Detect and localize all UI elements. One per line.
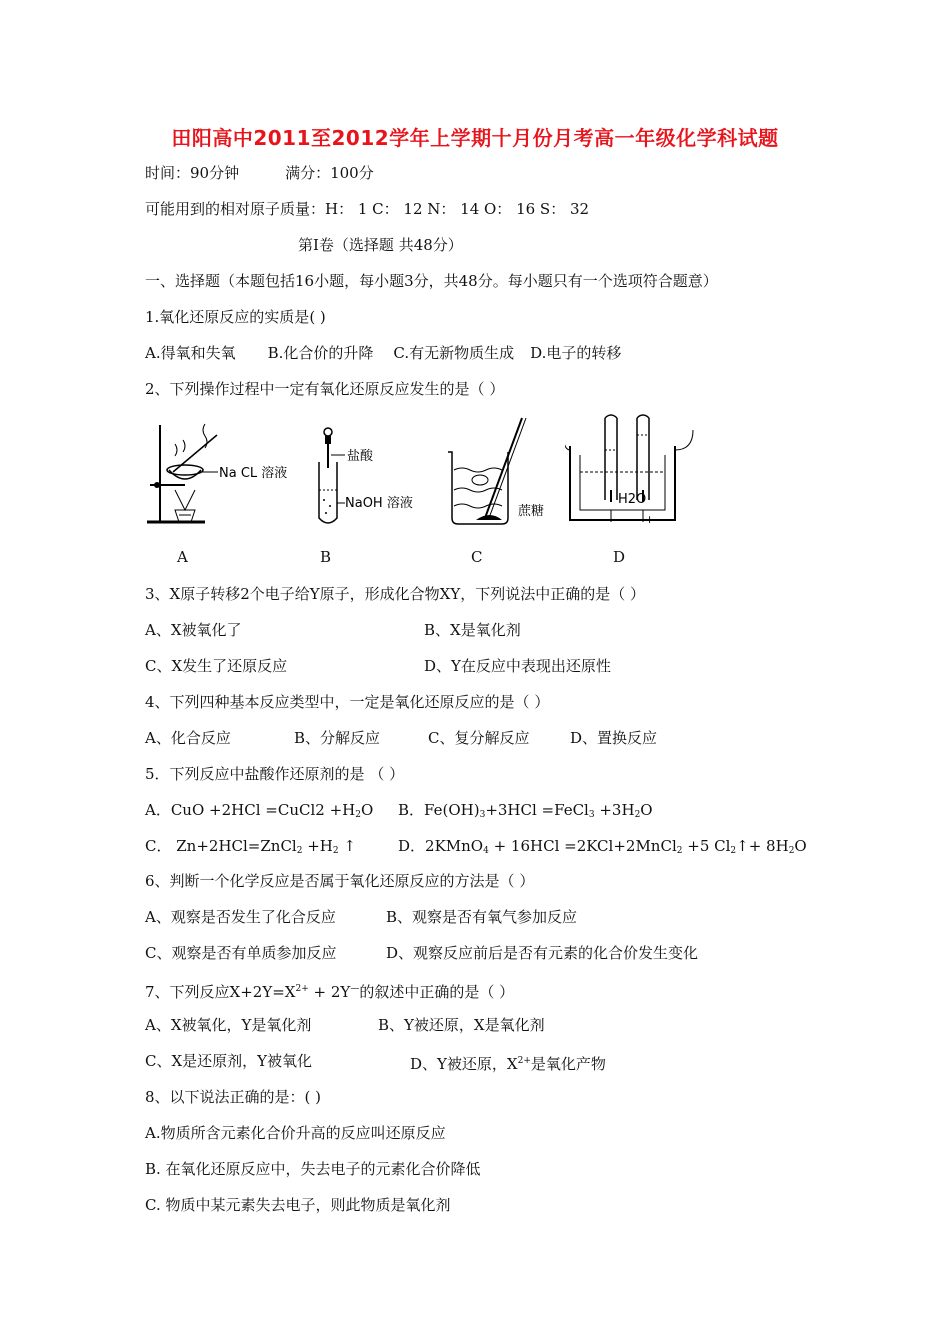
figure-label-d: D [613,548,626,566]
question-5-option-a: A．CuO +2HCl =CuCl2 $+H_2O$ [145,801,374,820]
figure-label-b: B [320,548,332,566]
question-4-stem: 4、下列四种基本反应类型中，一定是氧化还原反应的是（ ） [145,693,550,711]
figure-b-label-naoh: NaOH 溶液 [345,496,413,511]
figure-label-c: C [471,548,483,566]
figure-a-evaporation [145,410,295,530]
plus-sign: + [645,513,655,526]
figure-a-label-nacl: Na CL 溶液 [219,466,288,481]
question-4-option-a: A、化合反应 [145,729,231,747]
question-6-option-d: D、观察反应前后是否有元素的化合价发生变化 [386,944,699,962]
question-7-option-d: D、Y被还原，$X^{2+}$是氧化产物 [410,1055,606,1073]
question-5-option-d: D．2KMnO$_4$ + 16HCl =2KCl+2MnCl$_2$ +5 $Cl_2↑+ 8H_2O$ [398,837,807,856]
figure-d-electrolysis [565,410,715,530]
section1-heading: 一、选择题（本题包括16小题，每小题3分，共48分。每小题只有一个选项符合题意） [145,272,718,290]
question-4-option-b: B、分解反应 [294,729,381,747]
exam-title: 田阳高中2011至2012学年上学期十月份月考高一年级化学科试题 [171,126,779,150]
question-6-option-a: A、观察是否发生了化合反应 [145,908,336,926]
question-8-option-b: B. 在氧化还原反应中，失去电子的元素化合价降低 [145,1160,481,1178]
figure-c-label-sugar: 蔗糖 [518,504,545,519]
question-6-option-b: B、观察是否有氧气参加反应 [386,908,578,926]
question-7-option-b: B、Y被还原，X是氧化剂 [378,1016,545,1034]
question-6-stem: 6、判断一个化学反应是否属于氧化还原反应的方法是（ ） [145,872,535,890]
question-2-stem: 2、下列操作过程中一定有氧化还原反应发生的是（ ） [145,380,505,398]
atomic-masses: 可能用到的相对原子质量：H： 1 C： 12 N： 14 O： 16 S： 32 [145,200,590,218]
question-3-option-c: C、X发生了还原反应 [145,657,288,675]
question-3-stem: 3、X原子转移2个电子给Y原子，形成化合物XY，下列说法中正确的是（ ） [145,585,646,603]
question-8-option-a: A.物质所含元素化合价升高的反应叫还原反应 [145,1124,446,1142]
question-4-option-d: D、置换反应 [570,729,658,747]
question-7-option-c: C、X是还原剂，Y被氧化 [145,1052,313,1070]
question-3-option-a: A、X被氧化了 [145,621,242,639]
figure-d-label-water: H2O [618,492,647,507]
question-1-options: A.得氧和失氧 B.化合价的升降 C.有无新物质生成 D.电子的转移 [145,344,622,362]
question-7-stem: 7、下列反应$X+2Y=X^{2+} + 2Y^—$的叙述中正确的是（ ） [145,983,515,1001]
question-8-option-c: C. 物质中某元素失去电子，则此物质是氧化剂 [145,1196,451,1214]
question-6-option-c: C、观察是否有单质参加反应 [145,944,337,962]
figure-label-a: A [177,548,188,566]
question-5-option-c: C． Zn+2HCl=ZnCl$_2$ $+H_2$ ↑ [145,837,356,856]
question-5-option-b: B．$Fe(OH)_3+3HCl$ =FeCl$_3$ $+3H_2O$ [398,801,653,820]
question-3-option-b: B、X是氧化剂 [424,621,521,639]
part1-heading: 第Ⅰ卷（选择题 共48分） [298,236,463,254]
question-5-stem: 5．下列反应中盐酸作还原剂的是 （ ） [145,765,405,783]
figure-b-test-tube [310,410,420,530]
figure-b-label-hcl: 盐酸 [347,449,374,464]
question-7-option-a: A、X被氧化，Y是氧化剂 [145,1016,312,1034]
exam-time: 时间：90分钟 满分：100分 [145,164,374,182]
figure-c-beaker [440,410,560,530]
question-1-stem: 1.氧化还原反应的实质是( ) [145,308,326,326]
question-4-option-c: C、复分解反应 [428,729,530,747]
question-8-stem: 8、以下说法正确的是：( ) [145,1088,322,1106]
minus-sign: − [597,513,607,526]
question-3-option-d: D、Y在反应中表现出还原性 [424,657,611,675]
